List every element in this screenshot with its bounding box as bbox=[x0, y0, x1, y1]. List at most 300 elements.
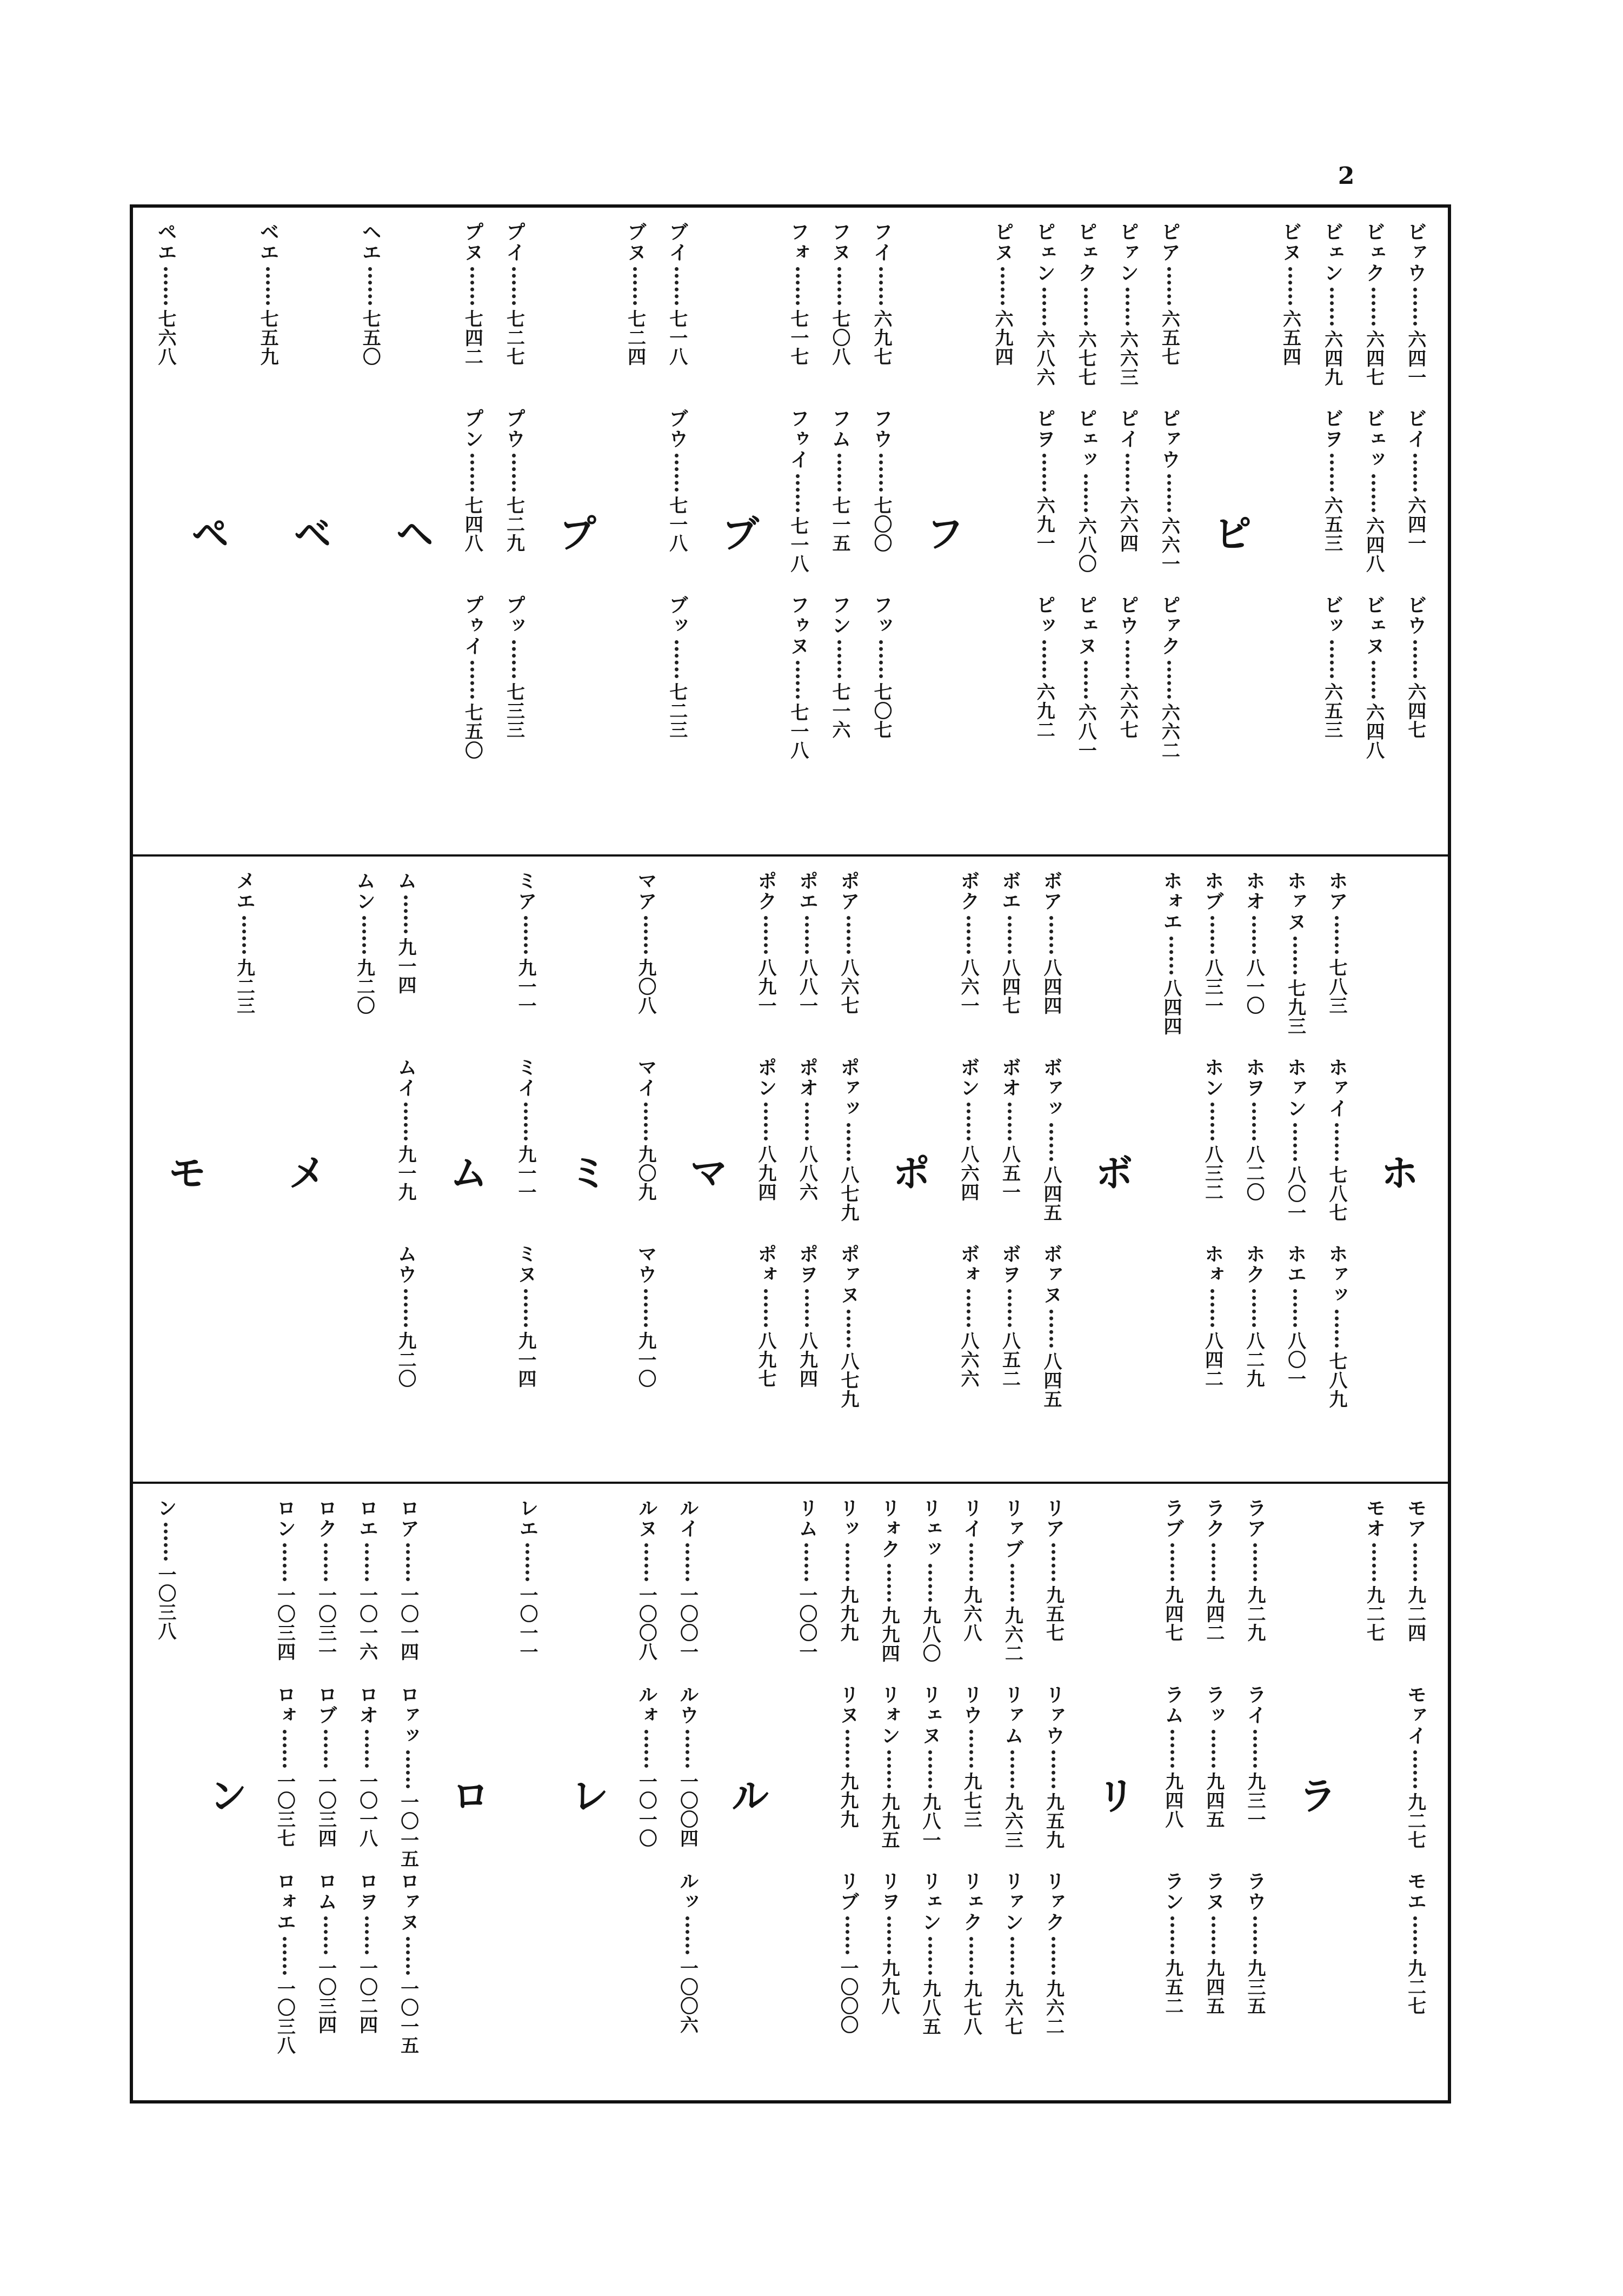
index-entry-column bbox=[251, 222, 284, 844]
index-entry bbox=[398, 1684, 418, 1871]
dot-leader bbox=[406, 1750, 410, 1788]
entry-page-number: 八一〇 bbox=[1243, 958, 1265, 1015]
entry-reading: ポヲ bbox=[796, 1244, 819, 1285]
entry-page-number: 七一八 bbox=[787, 703, 809, 760]
index-entry bbox=[1034, 408, 1054, 595]
entry-page-number: 九一九 bbox=[395, 1145, 416, 1202]
dot-leader bbox=[675, 267, 679, 305]
index-entry bbox=[872, 408, 891, 595]
index-entry bbox=[1244, 871, 1263, 1057]
dot-leader bbox=[1049, 1310, 1053, 1348]
entry-page-number: 九四二 bbox=[1202, 1585, 1225, 1642]
index-entry bbox=[830, 222, 849, 408]
dot-leader bbox=[164, 267, 168, 305]
entry-reading: ボァヌ bbox=[1040, 1244, 1062, 1305]
kana-section-heading: ペ bbox=[184, 513, 230, 552]
column-spacer bbox=[907, 222, 916, 844]
index-entry-column bbox=[511, 1498, 543, 2092]
dot-leader bbox=[512, 640, 516, 678]
dot-leader bbox=[1169, 937, 1173, 974]
entry-reading: リェク bbox=[960, 1871, 983, 1933]
entry-page-number: 六九七 bbox=[870, 309, 892, 366]
index-entry bbox=[756, 1244, 775, 1430]
dot-leader bbox=[470, 454, 474, 492]
column-spacer bbox=[149, 871, 159, 1473]
dot-leader bbox=[1372, 474, 1375, 512]
kana-section-heading: ル bbox=[724, 1775, 770, 1814]
dot-leader bbox=[1049, 916, 1053, 954]
entry-page-number: 六九一 bbox=[1033, 496, 1055, 553]
kana-section-heading: ヘ bbox=[389, 513, 435, 552]
index-entry bbox=[516, 1244, 535, 1430]
index-entry bbox=[872, 595, 891, 781]
entry-page-number: 八四五 bbox=[1040, 1352, 1062, 1409]
index-entry bbox=[959, 1057, 978, 1244]
entry-page-number: 六五三 bbox=[1321, 496, 1343, 553]
index-entry bbox=[503, 595, 526, 781]
index-entry bbox=[1204, 1684, 1223, 1871]
index-entry bbox=[756, 1057, 775, 1244]
dot-leader bbox=[846, 1730, 849, 1768]
entry-page-number: 九四七 bbox=[1161, 1585, 1183, 1642]
index-entry bbox=[1281, 222, 1300, 408]
index-entry-column bbox=[955, 1498, 987, 2092]
kana-section-heading: ベ bbox=[287, 513, 332, 552]
kana-heading-column bbox=[1088, 871, 1134, 1473]
index-entry bbox=[797, 1244, 817, 1430]
entry-reading: ピェク bbox=[1075, 222, 1097, 283]
index-entry bbox=[1034, 222, 1054, 408]
index-entry bbox=[961, 1871, 981, 2058]
dot-leader bbox=[1042, 454, 1046, 492]
dot-leader bbox=[887, 1564, 891, 1602]
entry-page-number: 六七七 bbox=[1075, 330, 1097, 387]
entry-page-number: 八九一 bbox=[755, 958, 776, 1015]
entry-reading: ホォ bbox=[1201, 1244, 1224, 1285]
index-entry-column bbox=[629, 871, 662, 1473]
entry-reading: ルォ bbox=[635, 1684, 658, 1726]
entry-reading: プイ bbox=[503, 222, 526, 263]
entry-page-number: 一〇〇一 bbox=[795, 1585, 817, 1661]
index-entry bbox=[1405, 1684, 1425, 1871]
index-entry bbox=[1322, 222, 1342, 408]
entry-reading: ピェヌ bbox=[1075, 595, 1097, 656]
column-spacer bbox=[491, 871, 501, 1473]
index-entry-column bbox=[389, 871, 422, 1473]
index-entry bbox=[1244, 1244, 1263, 1430]
entry-page-number: 八八一 bbox=[796, 958, 818, 1015]
entry-reading: ピェン bbox=[1033, 222, 1056, 283]
entry-page-number: 九二〇 bbox=[353, 958, 375, 1015]
dot-leader bbox=[524, 916, 528, 954]
index-entry bbox=[959, 1244, 978, 1430]
entry-reading: ラッ bbox=[1202, 1684, 1225, 1726]
entry-reading: ラン bbox=[1161, 1871, 1184, 1912]
dot-leader bbox=[887, 1916, 891, 1954]
index-entry bbox=[1322, 595, 1342, 781]
entry-reading: ホァヌ bbox=[1284, 871, 1307, 932]
entry-reading: ブッ bbox=[666, 595, 688, 636]
entry-page-number: 一〇〇六 bbox=[676, 1959, 699, 2034]
column-spacer bbox=[493, 1498, 502, 2092]
index-entry bbox=[626, 222, 645, 408]
index-entry bbox=[961, 1498, 981, 1684]
entry-reading: リォク bbox=[878, 1498, 901, 1560]
entry-page-number: 六六一 bbox=[1158, 516, 1180, 573]
entry-page-number: 九五九 bbox=[1042, 1793, 1065, 1849]
dot-leader bbox=[644, 1289, 648, 1327]
entry-page-number: 八四四 bbox=[1160, 979, 1182, 1036]
entry-page-number: 七四二 bbox=[461, 309, 483, 366]
kana-section-heading: フ bbox=[919, 513, 965, 552]
entry-page-number: 七〇七 bbox=[870, 682, 892, 739]
entry-page-number: 九〇八 bbox=[635, 958, 656, 1015]
entry-page-number: 一〇〇〇 bbox=[836, 1959, 859, 2034]
entry-reading: ポァヌ bbox=[837, 1244, 860, 1305]
column-spacer bbox=[600, 222, 610, 844]
entry-page-number: 一〇三一 bbox=[315, 1585, 337, 1661]
index-entry bbox=[920, 1684, 940, 1871]
entry-page-number: 八五一 bbox=[999, 1145, 1021, 1202]
entry-page-number: 九二七 bbox=[1363, 1585, 1385, 1642]
entry-reading: ムイ bbox=[395, 1057, 417, 1098]
dot-leader bbox=[1167, 267, 1171, 305]
index-entry bbox=[1163, 1684, 1182, 1871]
entry-reading: フゥイ bbox=[787, 408, 809, 470]
column-spacer bbox=[190, 1498, 200, 2092]
dot-leader bbox=[1010, 1564, 1014, 1602]
entry-reading: ベエ bbox=[257, 222, 280, 263]
index-entry-column bbox=[790, 1498, 823, 2092]
index-entry bbox=[830, 595, 849, 781]
dot-leader bbox=[1330, 454, 1334, 492]
index-entry bbox=[879, 1871, 899, 2058]
index-entry bbox=[1041, 1057, 1061, 1244]
entry-page-number: 八〇一 bbox=[1284, 1331, 1306, 1388]
entry-reading: リア bbox=[1042, 1498, 1065, 1539]
dot-leader bbox=[879, 640, 883, 678]
dot-leader bbox=[1335, 1310, 1339, 1348]
index-entry bbox=[1118, 595, 1137, 781]
column-spacer bbox=[250, 1498, 260, 2092]
entry-reading: ボン bbox=[957, 1057, 980, 1098]
index-entry bbox=[1000, 1244, 1020, 1430]
entry-reading: モオ bbox=[1363, 1498, 1386, 1539]
entry-reading: ロエ bbox=[356, 1498, 378, 1539]
index-entry bbox=[316, 1684, 335, 1871]
kana-heading-column bbox=[444, 1498, 490, 2092]
entry-reading: プン bbox=[461, 408, 484, 449]
entry-reading: ビヌ bbox=[1279, 222, 1302, 263]
kana-heading-column bbox=[886, 871, 931, 1473]
entry-page-number: 六四七 bbox=[1404, 682, 1426, 739]
index-entry bbox=[830, 408, 849, 595]
entry-reading: ロク bbox=[315, 1498, 337, 1539]
dot-leader bbox=[1293, 937, 1297, 974]
entry-page-number: 七四八 bbox=[461, 496, 483, 553]
entry-page-number: 六八〇 bbox=[1075, 516, 1097, 573]
entry-reading: ホヲ bbox=[1243, 1057, 1265, 1098]
dot-leader bbox=[644, 1103, 648, 1140]
entry-page-number: 一〇三四 bbox=[315, 1959, 337, 2034]
entry-reading: ビヲ bbox=[1321, 408, 1343, 449]
column-spacer bbox=[611, 1498, 621, 2092]
dot-leader bbox=[1042, 640, 1046, 678]
index-entry bbox=[1327, 871, 1346, 1057]
entry-reading: ピァク bbox=[1158, 595, 1181, 656]
entry-page-number: 七三三 bbox=[503, 682, 525, 739]
index-entry-column bbox=[914, 1498, 946, 2092]
index-entry bbox=[993, 222, 1012, 408]
entry-page-number: 七一五 bbox=[828, 496, 850, 553]
entry-reading: リァム bbox=[1001, 1684, 1024, 1746]
entry-reading: ロブ bbox=[315, 1684, 337, 1726]
index-entry bbox=[1118, 222, 1137, 408]
entry-reading: ライ bbox=[1244, 1684, 1266, 1726]
dot-leader bbox=[283, 1730, 287, 1768]
dot-leader bbox=[526, 1543, 529, 1581]
dot-leader bbox=[1212, 1543, 1215, 1581]
kana-section-heading: ロ bbox=[444, 1775, 490, 1814]
dot-leader bbox=[1413, 640, 1417, 678]
index-entry bbox=[1406, 222, 1425, 408]
entry-reading: フム bbox=[828, 408, 851, 449]
index-entry bbox=[357, 1684, 377, 1871]
entry-reading: ラヌ bbox=[1202, 1871, 1225, 1912]
index-table-frame bbox=[130, 204, 1451, 2103]
index-entry bbox=[678, 1498, 697, 1684]
kana-heading-column bbox=[564, 1498, 610, 2092]
entry-page-number: 九二四 bbox=[1404, 1585, 1426, 1642]
entry-reading: ポア bbox=[837, 871, 860, 912]
entry-reading: ピヌ bbox=[992, 222, 1014, 263]
entry-page-number: 九〇九 bbox=[635, 1145, 656, 1202]
dot-leader bbox=[686, 1916, 689, 1954]
dot-leader bbox=[969, 1543, 973, 1581]
entry-page-number: 一〇〇八 bbox=[635, 1585, 657, 1661]
entry-reading: ピァウ bbox=[1158, 408, 1181, 470]
entry-reading: リヌ bbox=[836, 1684, 859, 1726]
entry-reading: ロア bbox=[397, 1498, 420, 1539]
entry-reading: ボォ bbox=[957, 1244, 980, 1285]
dot-leader bbox=[1167, 661, 1171, 699]
index-entry bbox=[1043, 1498, 1063, 1684]
entry-page-number: 六四一 bbox=[1404, 496, 1426, 553]
entry-reading: ホア bbox=[1326, 871, 1348, 912]
dot-leader bbox=[164, 1523, 168, 1561]
dot-leader bbox=[1293, 1289, 1297, 1327]
index-entry-column bbox=[749, 871, 782, 1473]
index-entry-column bbox=[149, 222, 182, 844]
dot-leader bbox=[1001, 267, 1005, 305]
column-spacer bbox=[1422, 871, 1432, 1473]
index-section-mo-n bbox=[133, 1482, 1448, 2102]
dot-leader bbox=[1288, 267, 1292, 305]
entry-reading: ム bbox=[395, 871, 417, 891]
entry-page-number: 七二七 bbox=[503, 309, 525, 366]
index-entry bbox=[462, 595, 482, 781]
index-entry bbox=[1076, 408, 1095, 595]
dot-leader bbox=[1052, 1750, 1055, 1788]
index-entry bbox=[357, 1871, 377, 2058]
index-entry bbox=[462, 408, 482, 595]
index-entry bbox=[1000, 1057, 1020, 1244]
index-entry bbox=[1405, 1871, 1425, 2058]
index-entry-column bbox=[348, 871, 381, 1473]
entry-page-number: 六四八 bbox=[1362, 703, 1385, 760]
entry-reading: マイ bbox=[635, 1057, 657, 1098]
index-entry bbox=[503, 222, 526, 408]
entry-page-number: 九一一 bbox=[515, 958, 536, 1015]
dot-leader bbox=[1010, 1750, 1014, 1788]
index-entry bbox=[316, 1871, 335, 2058]
entry-reading: プウ bbox=[503, 408, 526, 449]
entry-reading: ビェク bbox=[1362, 222, 1385, 283]
entry-page-number: 八四五 bbox=[1040, 1165, 1062, 1222]
kana-section-heading: メ bbox=[281, 1152, 327, 1191]
entry-page-number: 九八〇 bbox=[919, 1606, 941, 1663]
column-spacer bbox=[763, 222, 773, 844]
index-entry-column bbox=[1238, 871, 1270, 1473]
index-entry bbox=[1002, 1498, 1022, 1684]
entry-page-number: 一〇三八 bbox=[274, 1979, 296, 2055]
entry-page-number: 六四九 bbox=[1321, 330, 1343, 387]
entry-page-number: 八三一 bbox=[1201, 958, 1223, 1015]
index-entry bbox=[667, 595, 687, 781]
entry-page-number: 八九四 bbox=[755, 1145, 776, 1202]
index-entry bbox=[667, 408, 687, 595]
dot-leader bbox=[512, 454, 516, 492]
index-entry bbox=[1118, 408, 1137, 595]
entry-page-number: 七一八 bbox=[666, 309, 688, 366]
dot-leader bbox=[686, 1730, 689, 1768]
kana-heading-column bbox=[184, 222, 230, 844]
column-spacer bbox=[329, 871, 339, 1473]
dot-leader bbox=[406, 1937, 410, 1975]
index-entry bbox=[839, 871, 858, 1057]
entry-reading: リェッ bbox=[919, 1498, 942, 1560]
entry-page-number: 九六二 bbox=[1001, 1606, 1023, 1663]
entry-page-number: 九四五 bbox=[1202, 1772, 1225, 1829]
index-entry bbox=[398, 1498, 418, 1684]
index-entry bbox=[1364, 408, 1383, 595]
page-number: 2 bbox=[1338, 162, 1355, 190]
entry-page-number: 九五二 bbox=[1161, 1959, 1183, 2015]
index-entry-column bbox=[509, 871, 542, 1473]
index-entry bbox=[1406, 595, 1425, 781]
entry-page-number: 一〇三八 bbox=[155, 1565, 176, 1641]
dot-leader bbox=[368, 267, 372, 305]
entry-page-number: 九五七 bbox=[1042, 1585, 1065, 1642]
index-entry bbox=[1076, 222, 1095, 408]
entry-page-number: 七六八 bbox=[155, 309, 176, 366]
dot-leader bbox=[1212, 1730, 1215, 1768]
entry-reading: リァン bbox=[1001, 1871, 1024, 1933]
index-entry bbox=[839, 1057, 858, 1244]
index-entry bbox=[1203, 871, 1222, 1057]
index-entry-column bbox=[1111, 222, 1143, 844]
entry-reading: ホォエ bbox=[1160, 871, 1182, 932]
index-entry bbox=[1327, 1244, 1346, 1430]
column-spacer bbox=[437, 222, 447, 844]
dot-leader bbox=[837, 454, 841, 492]
index-entry bbox=[920, 1498, 940, 1684]
entry-reading: ルヌ bbox=[635, 1498, 658, 1539]
dot-leader bbox=[1084, 288, 1088, 326]
dot-leader bbox=[1084, 661, 1088, 699]
entry-page-number: 一〇一八 bbox=[356, 1772, 378, 1848]
column-spacer bbox=[1194, 222, 1204, 844]
entry-page-number: 八三二 bbox=[1201, 1145, 1223, 1202]
dot-leader bbox=[837, 640, 841, 678]
kana-heading-column bbox=[1090, 1498, 1136, 2092]
index-entry bbox=[156, 1498, 175, 1684]
entry-reading: ラク bbox=[1202, 1498, 1225, 1539]
entry-page-number: 七五九 bbox=[257, 309, 279, 366]
entry-reading: レエ bbox=[516, 1498, 539, 1539]
dot-leader bbox=[805, 916, 809, 954]
index-entry bbox=[797, 1057, 817, 1244]
entry-page-number: 九六七 bbox=[1001, 1979, 1023, 2036]
entry-reading: ブヌ bbox=[624, 222, 647, 263]
index-entry bbox=[1163, 1498, 1182, 1684]
index-entry bbox=[1322, 408, 1342, 595]
dot-leader bbox=[1372, 288, 1375, 326]
entry-reading: ホン bbox=[1201, 1057, 1224, 1098]
dot-leader bbox=[796, 661, 800, 699]
entry-page-number: 七一六 bbox=[828, 682, 850, 739]
dot-leader bbox=[928, 1564, 932, 1602]
index-entry bbox=[1204, 1871, 1223, 2058]
entry-page-number: 九六二 bbox=[1042, 1979, 1065, 2036]
entry-page-number: 七二九 bbox=[503, 496, 525, 553]
entry-reading: ブイ bbox=[666, 222, 688, 263]
kana-section-heading: ホ bbox=[1374, 1152, 1419, 1191]
index-entry bbox=[872, 222, 891, 408]
entry-reading: ロム bbox=[315, 1871, 337, 1912]
index-entry bbox=[1406, 408, 1425, 595]
index-entry bbox=[636, 1498, 656, 1684]
entry-page-number: 六四七 bbox=[1362, 330, 1385, 387]
entry-reading: ポエ bbox=[796, 871, 819, 912]
column-spacer bbox=[671, 871, 681, 1473]
entry-reading: ピッ bbox=[1033, 595, 1056, 636]
column-spacer bbox=[269, 871, 279, 1473]
kana-heading-column bbox=[1292, 1498, 1338, 2092]
kana-section-heading: ン bbox=[202, 1775, 248, 1814]
entry-page-number: 七八九 bbox=[1326, 1352, 1347, 1409]
entry-reading: ムウ bbox=[395, 1244, 417, 1285]
dot-leader bbox=[406, 1543, 410, 1581]
entry-reading: ボク bbox=[957, 871, 980, 912]
dot-leader bbox=[837, 267, 841, 305]
entry-reading: リウ bbox=[960, 1684, 983, 1726]
index-entry-column bbox=[1153, 222, 1185, 844]
entry-reading: リォン bbox=[878, 1684, 901, 1746]
entry-page-number: 九七三 bbox=[960, 1772, 982, 1829]
entry-page-number: 八六一 bbox=[957, 958, 979, 1015]
dot-leader bbox=[1210, 1289, 1214, 1327]
dot-leader bbox=[1252, 1103, 1256, 1140]
entry-reading: ホブ bbox=[1201, 871, 1224, 912]
column-spacer bbox=[967, 222, 977, 844]
index-entry bbox=[797, 1498, 816, 1684]
index-entry bbox=[667, 222, 687, 408]
index-entry-column bbox=[1037, 1498, 1069, 2092]
entry-page-number: 一〇一一 bbox=[516, 1585, 538, 1661]
entry-page-number: 八二九 bbox=[1243, 1331, 1265, 1388]
dot-leader bbox=[1049, 1123, 1053, 1161]
